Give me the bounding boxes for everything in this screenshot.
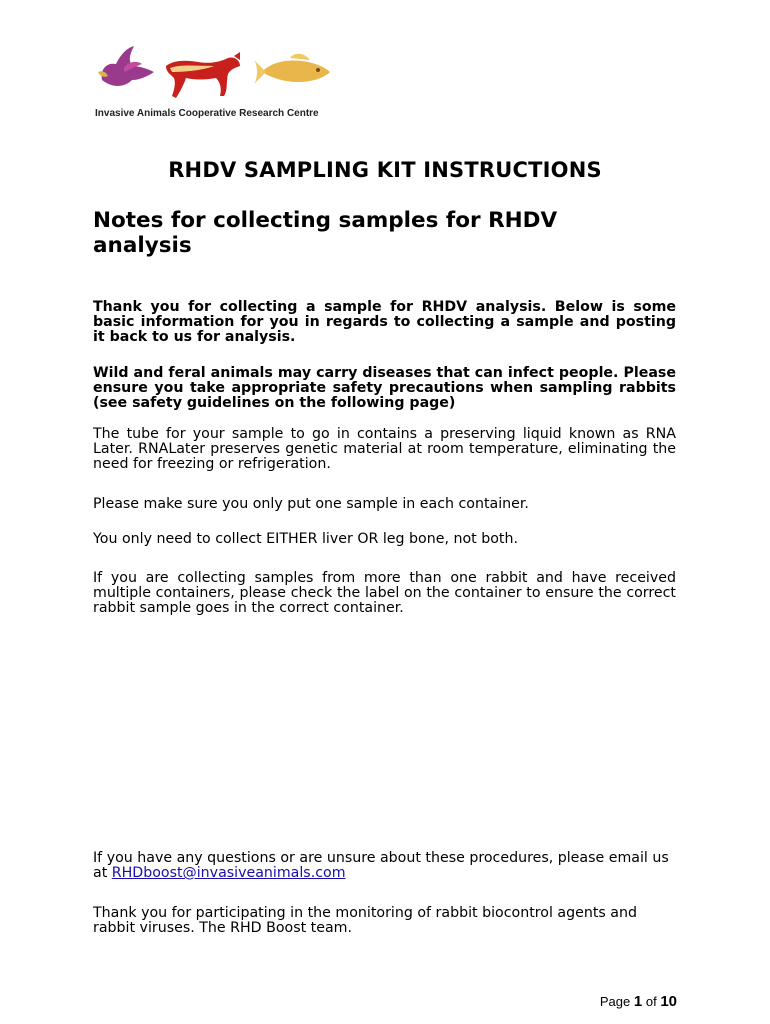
contact-paragraph [93,851,676,881]
fish-icon [254,54,330,84]
bird-icon [98,46,154,86]
page-number [600,993,677,1010]
page-of: of [645,994,657,1009]
page-total: 10 [660,993,677,1010]
organization-name: Invasive Animals Cooperative Research Centre [95,108,319,119]
page-title: RHDV SAMPLING KIT INSTRUCTIONS [168,158,602,182]
multiple-rabbits-paragraph: If you are collecting samples from more than one rabbit and have received multiple containers, please check the label on the container to ensure the correct rabbit sample goes in the correct container. [93,570,676,616]
page-label: Page [599,994,631,1009]
contact-email-link[interactable]: RHDboost@invasiveanimals.com [111,865,346,881]
one-sample-note: Please make sure you only put one sample in each container. [93,496,529,512]
tube-info-paragraph: The tube for your sample to go in contains a preserving liquid known as RNA Later. RNALater preserves genetic material at room temperature, eliminating the need for freezing or refrigeration. [93,426,676,472]
safety-warning: Wild and feral animals may carry diseases that can infect people. Please ensure you take appropriate safety precautions when sampling rabbits (see safety guidelines on the following page) [93,365,676,411]
either-or-note: You only need to collect EITHER liver OR leg bone, not both. [93,531,518,547]
fox-icon [166,52,240,98]
logo [94,42,334,102]
contact-text: If you have any questions or are unsure about these procedures, please email us at [93,850,669,881]
intro-paragraph: Thank you for collecting a sample for RHDV analysis. Below is some basic information for you in regards to collecting a sample and posting it back to us for analysis. [93,299,676,345]
thanks-paragraph: Thank you for participating in the monitoring of rabbit biocontrol agents and rabbit viruses. The RHD Boost team. [93,905,637,936]
page-current: 1 [633,993,643,1010]
section-heading: Notes for collecting samples for RHDV analysis [93,208,558,258]
